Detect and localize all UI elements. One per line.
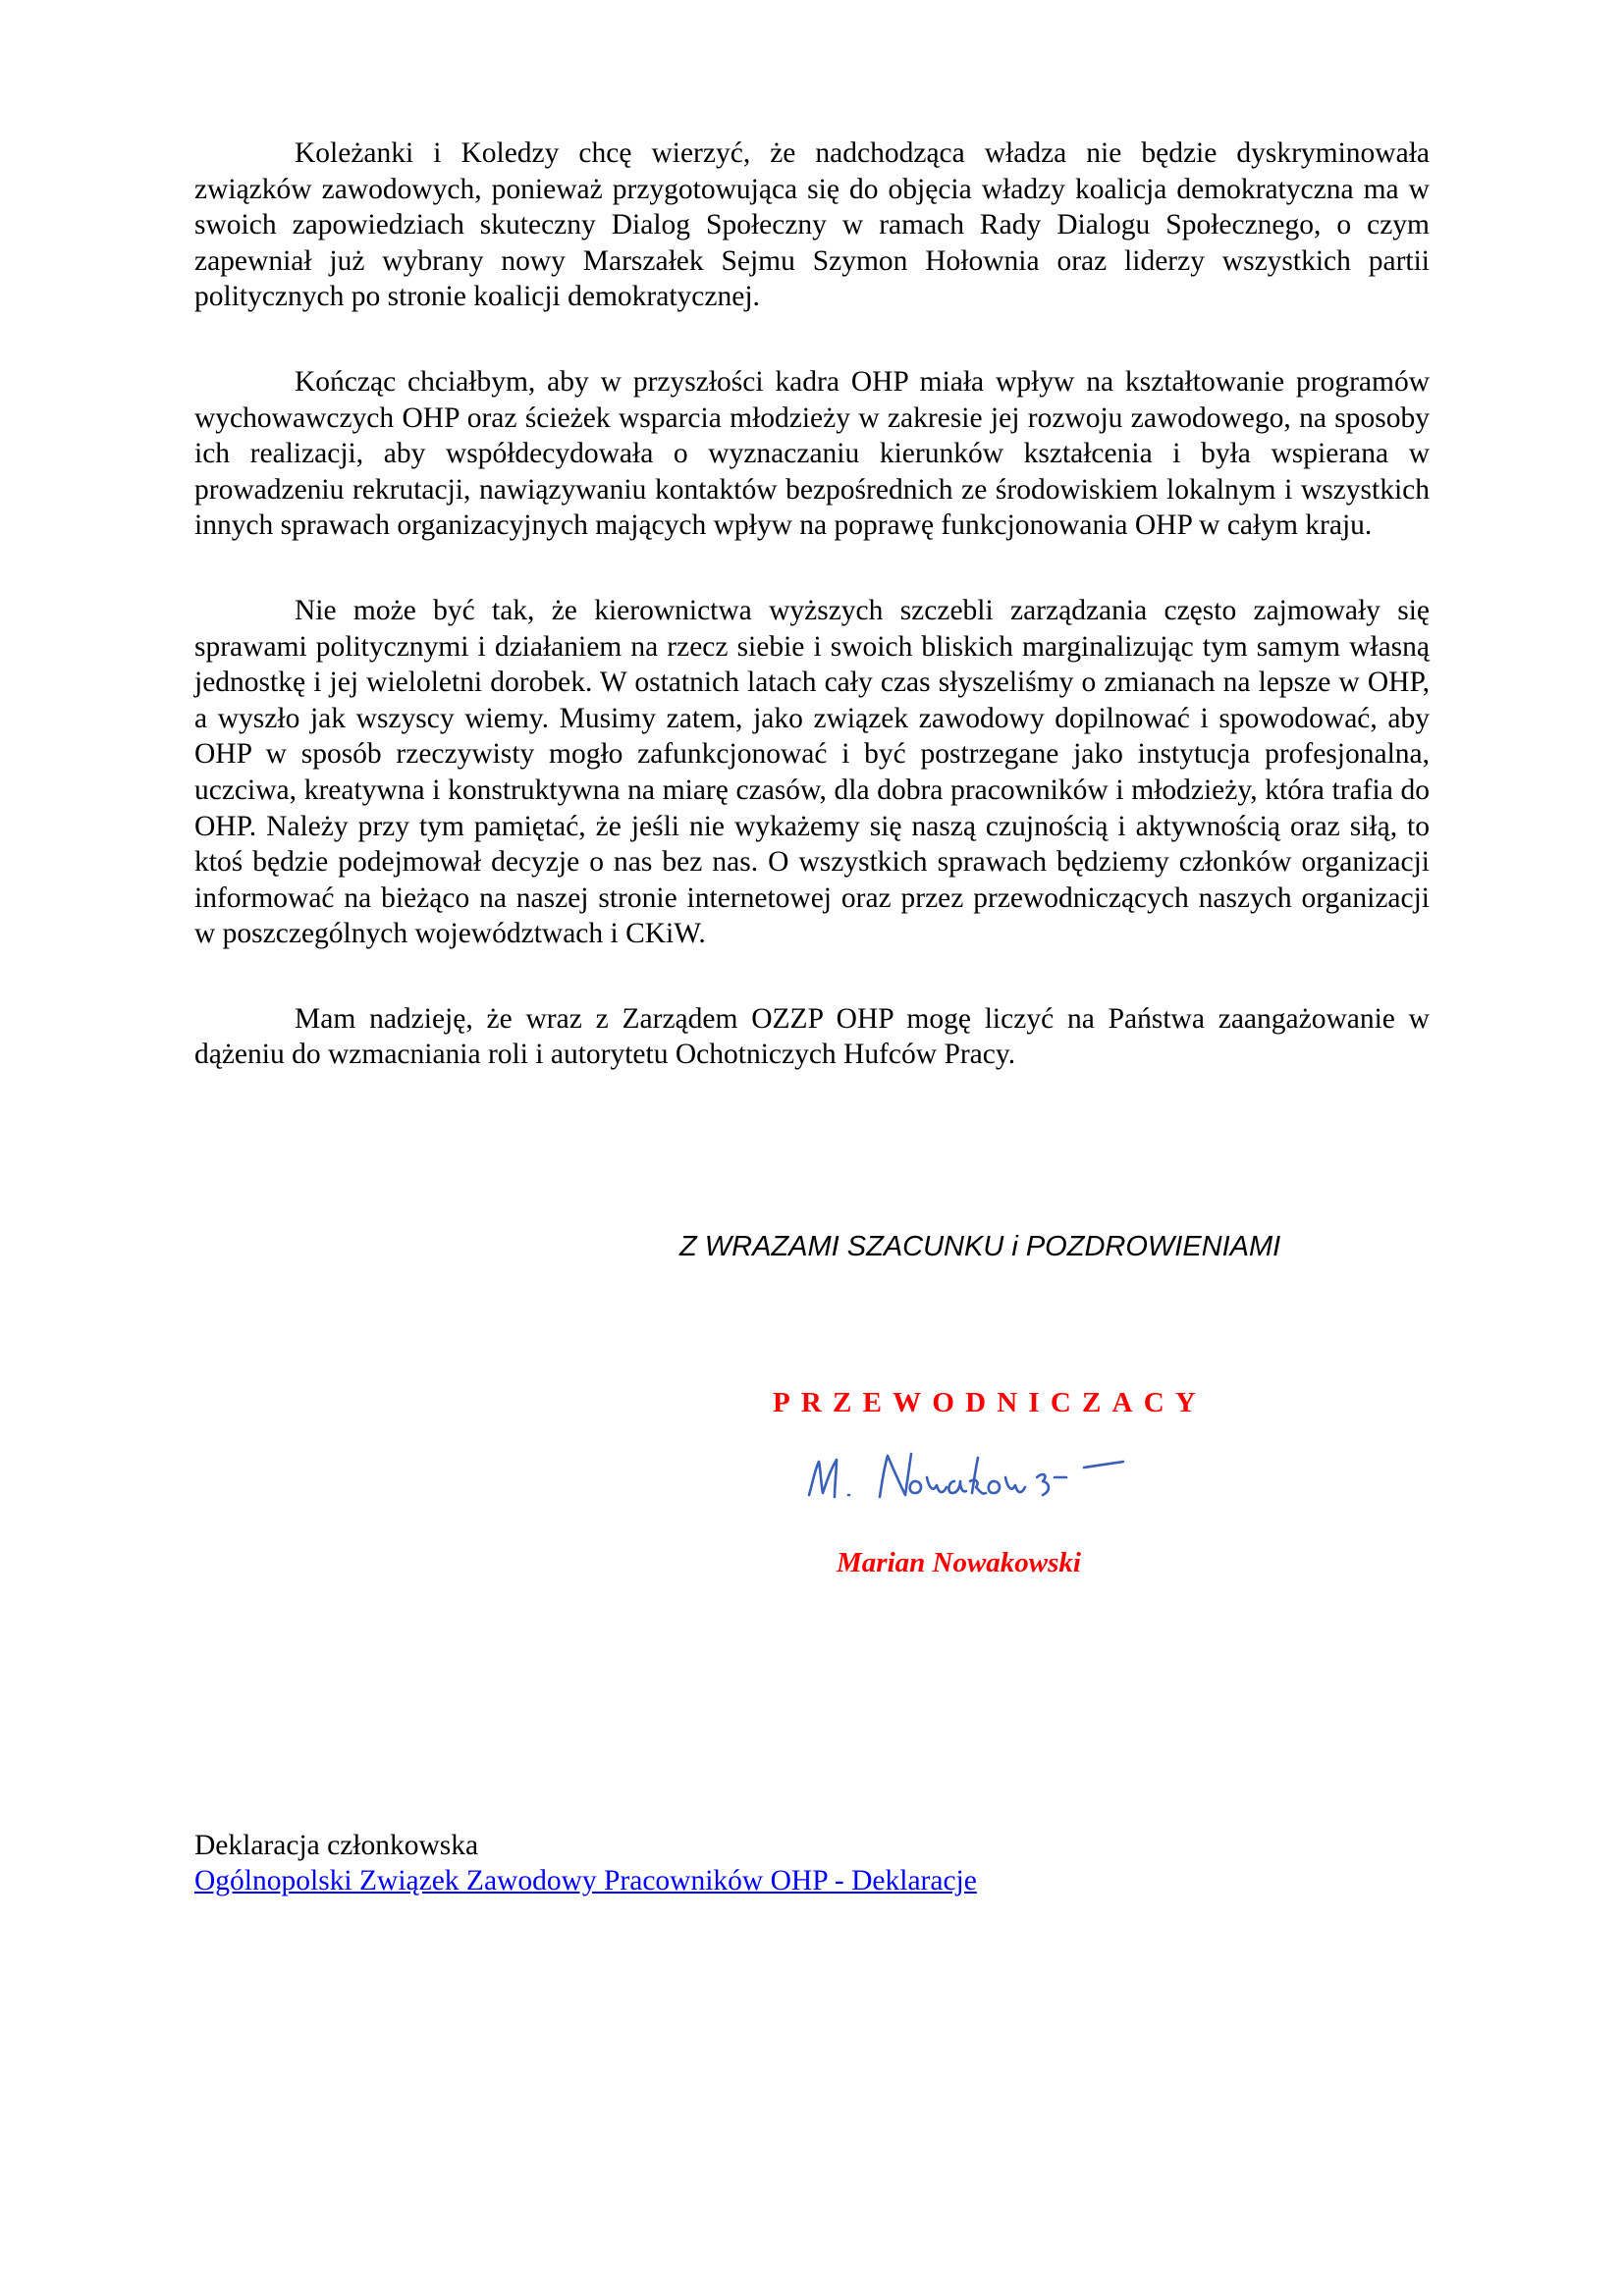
signatory-name: Marian Nowakowski	[837, 1547, 1081, 1578]
paragraph-2: Kończąc chciałbym, aby w przyszłości kadra OHP miała wpływ na kształtowanie programów wychowawczych OHP oraz ścieżek wsparcia młodzieży w zakresie jej rozwoju zawodowego, na sposoby ich realizacji, aby współdecydowała o wyznaczaniu kierunków kształcenia i była wspierana w prowadzeniu rekrutacji, nawiązywaniu kontaktów bezpośrednich ze środowiskiem lokalnym i wszystkich innych sprawach organizacyjnych mających wpływ na poprawę funkcjonowania OHP w całym kraju.	[194, 365, 1430, 542]
signatory-title: PRZEWODNICZACY	[773, 1387, 1207, 1418]
handwritten-signature	[797, 1438, 1210, 1517]
letter-body	[194, 135, 1430, 1122]
declaration-label: Deklaracja członkowska	[194, 1830, 479, 1861]
paragraph-3: Nie może być tak, że kierownictwa wyższych szczebli zarządzania często zajmowały się sprawami politycznymi i działaniem na rzecz siebie i swoich bliskich marginalizując tym samym własną jednostkę i jej wieloletni dorobek. W ostatnich latach cały czas słyszeliśmy o zmianach na lepsze w OHP, a wyszło jak wszyscy wiemy. Musimy zatem, jako związek zawodowy dopilnować i spowodować, aby OHP w sposób rzeczywisty mogło zafunkcjonować i być postrzegane jako instytucja profesjonalna, uczciwa, kreatywna i konstruktywna na miarę czasów, dla dobra pracowników i młodzieży, która trafia do OHP. Należy przy tym pamiętać, że jeśli nie wykażemy się naszą czujnością i aktywnością oraz siłą, to ktoś będzie podejmował decyzje o nas bez nas. O wszystkich sprawach będziemy członków organizacji informować na bieżąco na naszej stronie internetowej oraz przez przewodniczących naszych organizacji w poszczególnych województwach i CKiW.	[194, 594, 1430, 950]
closing-salutation: Z WRAZAMI SZACUNKU i POZDROWIENIAMI	[679, 1231, 1281, 1262]
paragraph-1: Koleżanki i Koledzy chcę wierzyć, że nadchodząca władza nie będzie dyskryminowała związków zawodowych, ponieważ przygotowująca się do objęcia władzy koalicja demokratyczna ma w swoich zapowiedziach skuteczny Dialog Społeczny w ramach Rady Dialogu Społecznego, o czym zapewniał już wybrany nowy Marszałek Sejmu Szymon Hołownia oraz liderzy wszystkich partii politycznych po stronie koalicji demokratycznej.	[194, 137, 1430, 313]
declaration-link[interactable]: Ogólnopolski Związek Zawodowy Pracowników OHP - Deklaracje	[194, 1865, 977, 1896]
paragraph-4: Mam nadzieję, że wraz z Zarządem OZZP OHP mogę liczyć na Państwa zaangażowanie w dążeniu do wzmacniania roli i autorytetu Ochotniczych Hufców Pracy.	[194, 1002, 1430, 1071]
